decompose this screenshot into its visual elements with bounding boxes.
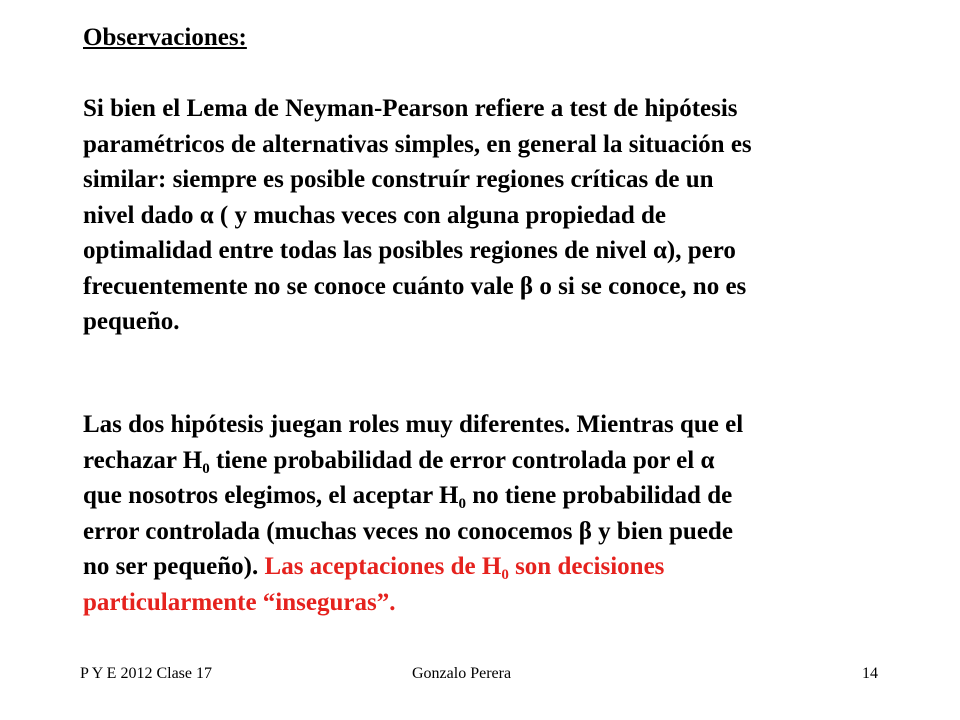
paragraph-neyman-pearson bbox=[83, 91, 883, 340]
paragraph-1-line-1: Si bien el Lema de Neyman-Pearson refiere a test de hipótesis bbox=[83, 95, 738, 122]
footer-course: P Y E 2012 Clase 17 bbox=[80, 665, 212, 682]
paragraph-hypotheses-roles bbox=[83, 407, 883, 620]
paragraph-2-line-5 bbox=[83, 549, 883, 585]
paragraph-1-line-4: nivel dado α ( y muchas veces con alguna propiedad de bbox=[83, 201, 667, 229]
highlighted-conclusion bbox=[264, 553, 665, 583]
slide-heading: Observaciones: bbox=[83, 24, 247, 51]
footer-page-number: 14 bbox=[862, 665, 878, 682]
text-segment: que nosotros elegimos, el aceptar H bbox=[83, 482, 459, 509]
paragraph-1-line-2: paramétricos de alternativas simples, en general la situación es bbox=[83, 130, 752, 158]
footer-author: Gonzalo Perera bbox=[412, 665, 512, 682]
paragraph-2-line-2 bbox=[83, 443, 883, 479]
paragraph-2-line-1: Las dos hipótesis juegan roles muy diferentes. Mientras que el bbox=[83, 411, 744, 438]
paragraph-2-line-4: error controlada (muchas veces no conocemos β y bien puede bbox=[83, 517, 733, 545]
subscript-zero: 0 bbox=[458, 496, 466, 512]
text-segment: no ser pequeño). bbox=[83, 553, 265, 580]
text-segment: rechazar H bbox=[83, 446, 203, 474]
text-segment: Las aceptaciones de H bbox=[264, 553, 502, 580]
paragraph-1-line-3: similar: siempre es posible construír regiones críticas de un bbox=[83, 166, 714, 193]
text-segment: no tiene probabilidad de bbox=[465, 482, 733, 509]
paragraph-1-line-5: optimalidad entre todas las posibles regiones de nivel α), pero bbox=[83, 237, 736, 264]
subscript-zero: 0 bbox=[501, 567, 509, 583]
paragraph-2-line-3 bbox=[83, 478, 883, 514]
paragraph-2-line-6: particularmente “inseguras”. bbox=[83, 588, 396, 616]
subscript-zero: 0 bbox=[202, 460, 210, 477]
text-segment: son decisiones bbox=[508, 553, 665, 580]
text-segment: tiene probabilidad de error controlada por el α bbox=[209, 446, 715, 474]
paragraph-1-line-7: pequeño. bbox=[83, 308, 180, 335]
paragraph-1-line-6: frecuentemente no se conoce cuánto vale β o si se conoce, no es bbox=[83, 272, 747, 300]
